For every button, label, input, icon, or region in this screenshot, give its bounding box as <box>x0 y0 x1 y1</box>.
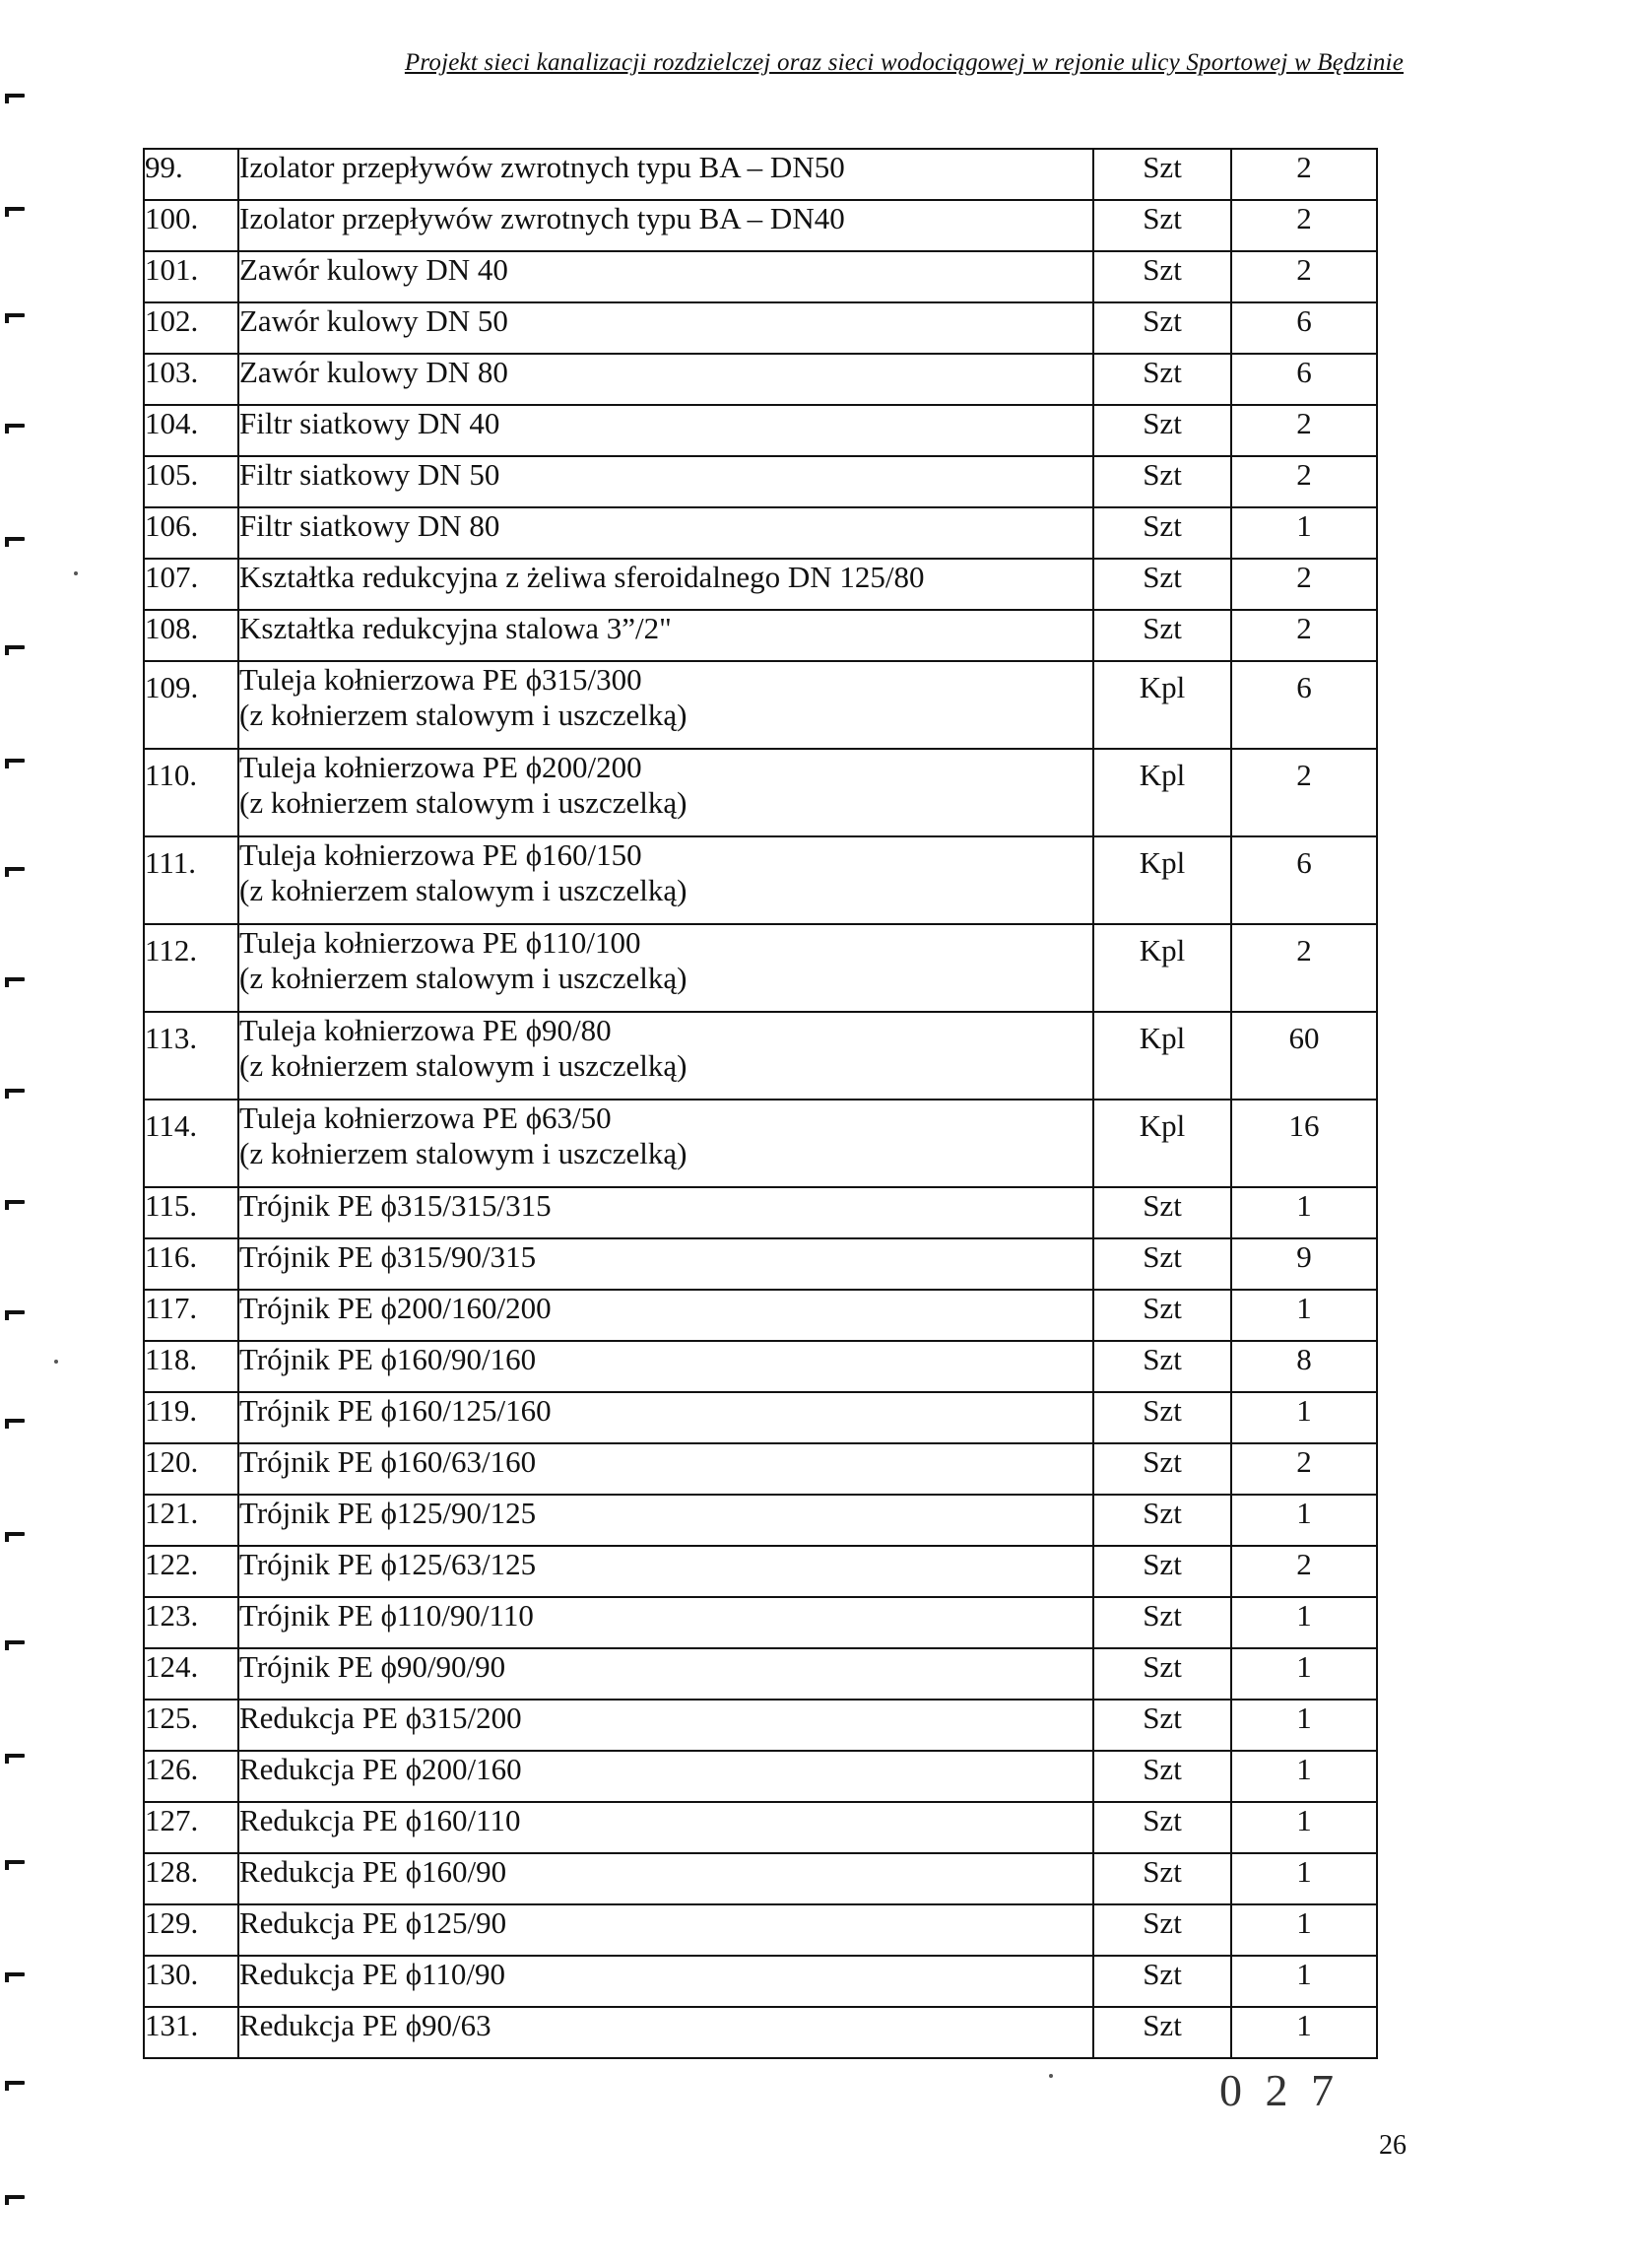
row-number: 110. <box>144 749 238 836</box>
scan-mark <box>5 207 25 211</box>
item-name: Redukcja PE ϕ200/160 <box>239 1752 522 1786</box>
scan-mark <box>5 537 25 541</box>
table-row <box>144 610 1377 661</box>
item-name: Trójnik PE ϕ125/90/125 <box>239 1496 537 1530</box>
unit-cell: Szt <box>1093 1238 1231 1290</box>
row-number: 104. <box>144 405 238 456</box>
row-number: 99. <box>144 149 238 200</box>
item-name-cell <box>238 1012 1093 1100</box>
row-number: 128. <box>144 1853 238 1904</box>
quantity-cell: 6 <box>1231 354 1377 405</box>
unit-cell: Szt <box>1093 1956 1231 2007</box>
table-row <box>144 1341 1377 1392</box>
page-number: 26 <box>1379 2130 1407 2161</box>
item-name-cell <box>238 1648 1093 1700</box>
item-name: Tuleja kołnierzowa PE ϕ110/100 <box>239 925 641 960</box>
row-number: 115. <box>144 1187 238 1238</box>
unit-cell: Szt <box>1093 1290 1231 1341</box>
item-name-note: (z kołnierzem stalowym i uszczelką) <box>239 698 688 732</box>
table-row <box>144 1648 1377 1700</box>
row-number: 129. <box>144 1904 238 1956</box>
item-name: Redukcja PE ϕ90/63 <box>239 2008 491 2042</box>
item-name-cell <box>238 661 1093 749</box>
item-name: Tuleja kołnierzowa PE ϕ63/50 <box>239 1101 612 1135</box>
scan-mark <box>5 313 25 317</box>
row-number: 102. <box>144 302 238 354</box>
quantity-cell: 1 <box>1231 1700 1377 1751</box>
item-name: Redukcja PE ϕ160/90 <box>239 1854 507 1889</box>
item-name-cell <box>238 836 1093 924</box>
unit-cell: Szt <box>1093 1443 1231 1495</box>
item-name: Kształtka redukcyjna z żeliwa sferoidalnego DN 125/80 <box>239 560 925 594</box>
item-name-cell <box>238 1956 1093 2007</box>
quantity-cell: 2 <box>1231 610 1377 661</box>
item-name: Tuleja kołnierzowa PE ϕ160/150 <box>239 837 642 872</box>
item-name-note: (z kołnierzem stalowym i uszczelką) <box>239 785 688 820</box>
table-row <box>144 1751 1377 1802</box>
row-number: 100. <box>144 200 238 251</box>
item-name: Tuleja kołnierzowa PE ϕ90/80 <box>239 1013 612 1047</box>
quantity-cell: 6 <box>1231 836 1377 924</box>
row-number: 131. <box>144 2007 238 2058</box>
item-name-cell <box>238 1751 1093 1802</box>
quantity-cell: 1 <box>1231 1187 1377 1238</box>
table-row <box>144 2007 1377 2058</box>
page-stamp: 0 2 7 <box>1219 2065 1340 2115</box>
item-name: Kształtka redukcyjna stalowa 3”/2" <box>239 611 672 645</box>
unit-cell: Szt <box>1093 1495 1231 1546</box>
item-name: Trójnik PE ϕ90/90/90 <box>239 1649 506 1684</box>
unit-cell: Kpl <box>1093 661 1231 749</box>
item-name: Redukcja PE ϕ160/110 <box>239 1803 521 1837</box>
table-row <box>144 302 1377 354</box>
scan-mark <box>5 1860 25 1864</box>
row-number: 111. <box>144 836 238 924</box>
row-number: 107. <box>144 559 238 610</box>
quantity-cell: 2 <box>1231 1546 1377 1597</box>
quantity-cell: 1 <box>1231 1495 1377 1546</box>
unit-cell: Kpl <box>1093 924 1231 1012</box>
quantity-cell: 16 <box>1231 1100 1377 1187</box>
item-name: Trójnik PE ϕ125/63/125 <box>239 1547 537 1581</box>
scan-mark <box>5 867 25 871</box>
table-row <box>144 559 1377 610</box>
table-row <box>144 1392 1377 1443</box>
item-name-note: (z kołnierzem stalowym i uszczelką) <box>239 1136 688 1170</box>
table-row <box>144 251 1377 302</box>
quantity-cell: 60 <box>1231 1012 1377 1100</box>
item-name-cell <box>238 924 1093 1012</box>
item-name: Zawór kulowy DN 80 <box>239 355 508 389</box>
item-name-cell <box>238 149 1093 200</box>
table-row <box>144 1238 1377 1290</box>
item-name-cell <box>238 1904 1093 1956</box>
unit-cell: Szt <box>1093 2007 1231 2058</box>
row-number: 105. <box>144 456 238 507</box>
quantity-cell: 2 <box>1231 405 1377 456</box>
row-number: 114. <box>144 1100 238 1187</box>
scan-speck <box>54 1360 58 1364</box>
unit-cell: Kpl <box>1093 1100 1231 1187</box>
scan-mark <box>5 645 25 649</box>
item-name-cell <box>238 302 1093 354</box>
item-name: Filtr siatkowy DN 80 <box>239 508 500 543</box>
scan-mark <box>5 977 25 981</box>
item-name: Trójnik PE ϕ200/160/200 <box>239 1291 552 1325</box>
item-name: Filtr siatkowy DN 40 <box>239 406 500 440</box>
table-row <box>144 836 1377 924</box>
quantity-cell: 6 <box>1231 661 1377 749</box>
row-number: 118. <box>144 1341 238 1392</box>
unit-cell: Szt <box>1093 1751 1231 1802</box>
item-name-cell <box>238 1290 1093 1341</box>
quantity-cell: 2 <box>1231 924 1377 1012</box>
item-name-note: (z kołnierzem stalowym i uszczelką) <box>239 873 688 907</box>
item-name-cell <box>238 1392 1093 1443</box>
row-number: 121. <box>144 1495 238 1546</box>
unit-cell: Szt <box>1093 251 1231 302</box>
item-name-cell <box>238 2007 1093 2058</box>
item-name-cell <box>238 200 1093 251</box>
table-row <box>144 1700 1377 1751</box>
quantity-cell: 1 <box>1231 2007 1377 2058</box>
row-number: 116. <box>144 1238 238 1290</box>
table-row <box>144 1100 1377 1187</box>
table-row <box>144 1012 1377 1100</box>
row-number: 113. <box>144 1012 238 1100</box>
scan-mark <box>5 1310 25 1314</box>
item-name-cell <box>238 507 1093 559</box>
quantity-cell: 2 <box>1231 251 1377 302</box>
unit-cell: Szt <box>1093 1853 1231 1904</box>
row-number: 109. <box>144 661 238 749</box>
unit-cell: Szt <box>1093 1648 1231 1700</box>
quantity-cell: 2 <box>1231 200 1377 251</box>
row-number: 117. <box>144 1290 238 1341</box>
table-row <box>144 200 1377 251</box>
item-name-cell <box>238 1700 1093 1751</box>
item-name-cell <box>238 1802 1093 1853</box>
scan-mark <box>5 2081 25 2085</box>
unit-cell: Szt <box>1093 610 1231 661</box>
table-row <box>144 507 1377 559</box>
unit-cell: Szt <box>1093 1904 1231 1956</box>
unit-cell: Szt <box>1093 405 1231 456</box>
item-name: Trójnik PE ϕ315/315/315 <box>239 1188 552 1223</box>
item-name-cell <box>238 1495 1093 1546</box>
item-name-cell <box>238 1341 1093 1392</box>
row-number: 108. <box>144 610 238 661</box>
item-name-note: (z kołnierzem stalowym i uszczelką) <box>239 1048 688 1083</box>
unit-cell: Szt <box>1093 507 1231 559</box>
item-name-cell <box>238 1443 1093 1495</box>
scan-mark <box>5 1640 25 1644</box>
item-name: Filtr siatkowy DN 50 <box>239 457 500 492</box>
unit-cell: Szt <box>1093 354 1231 405</box>
row-number: 122. <box>144 1546 238 1597</box>
table-row <box>144 1904 1377 1956</box>
table-row <box>144 354 1377 405</box>
item-name-cell <box>238 251 1093 302</box>
row-number: 125. <box>144 1700 238 1751</box>
row-number: 101. <box>144 251 238 302</box>
item-name: Trójnik PE ϕ315/90/315 <box>239 1239 537 1274</box>
scan-mark <box>5 1754 25 1758</box>
scan-mark <box>5 94 25 98</box>
item-name-cell <box>238 1546 1093 1597</box>
quantity-cell: 2 <box>1231 1443 1377 1495</box>
quantity-cell: 1 <box>1231 1597 1377 1648</box>
scan-mark <box>5 759 25 763</box>
item-name-cell <box>238 405 1093 456</box>
table-row <box>144 1802 1377 1853</box>
item-name: Trójnik PE ϕ160/125/160 <box>239 1393 552 1428</box>
quantity-cell: 1 <box>1231 1802 1377 1853</box>
quantity-cell: 2 <box>1231 749 1377 836</box>
item-name-cell <box>238 749 1093 836</box>
item-name: Redukcja PE ϕ315/200 <box>239 1701 522 1735</box>
row-number: 127. <box>144 1802 238 1853</box>
unit-cell: Szt <box>1093 1802 1231 1853</box>
unit-cell: Szt <box>1093 1341 1231 1392</box>
scan-mark <box>5 424 25 428</box>
item-name-cell <box>238 610 1093 661</box>
item-name: Trójnik PE ϕ160/63/160 <box>239 1444 537 1479</box>
row-number: 120. <box>144 1443 238 1495</box>
quantity-cell: 1 <box>1231 1956 1377 2007</box>
unit-cell: Kpl <box>1093 749 1231 836</box>
scan-mark <box>5 1972 25 1976</box>
item-name: Zawór kulowy DN 40 <box>239 252 508 287</box>
unit-cell: Szt <box>1093 1597 1231 1648</box>
table-row <box>144 405 1377 456</box>
table-row <box>144 1290 1377 1341</box>
item-name-cell <box>238 1853 1093 1904</box>
materials-table <box>143 148 1378 2059</box>
unit-cell: Szt <box>1093 1187 1231 1238</box>
row-number: 123. <box>144 1597 238 1648</box>
row-number: 126. <box>144 1751 238 1802</box>
item-name-cell <box>238 354 1093 405</box>
row-number: 112. <box>144 924 238 1012</box>
item-name: Redukcja PE ϕ110/90 <box>239 1957 506 1991</box>
quantity-cell: 2 <box>1231 456 1377 507</box>
item-name-cell <box>238 559 1093 610</box>
table-row <box>144 149 1377 200</box>
table-row <box>144 661 1377 749</box>
scan-mark <box>5 1089 25 1093</box>
unit-cell: Szt <box>1093 1392 1231 1443</box>
table-row <box>144 456 1377 507</box>
row-number: 124. <box>144 1648 238 1700</box>
quantity-cell: 1 <box>1231 507 1377 559</box>
scan-mark <box>5 1532 25 1536</box>
materials-table-body <box>144 149 1377 2058</box>
quantity-cell: 9 <box>1231 1238 1377 1290</box>
unit-cell: Kpl <box>1093 836 1231 924</box>
table-row <box>144 1597 1377 1648</box>
row-number: 119. <box>144 1392 238 1443</box>
row-number: 106. <box>144 507 238 559</box>
table-row <box>144 1495 1377 1546</box>
quantity-cell: 1 <box>1231 1853 1377 1904</box>
quantity-cell: 1 <box>1231 1751 1377 1802</box>
quantity-cell: 1 <box>1231 1648 1377 1700</box>
item-name: Redukcja PE ϕ125/90 <box>239 1905 507 1940</box>
document-header: Projekt sieci kanalizacji rozdzielczej oraz sieci wodociągowej w rejonie ulicy Sportowej w Będzinie <box>404 49 1404 76</box>
scan-mark <box>5 1419 25 1423</box>
item-name-cell <box>238 456 1093 507</box>
quantity-cell: 1 <box>1231 1290 1377 1341</box>
item-name: Tuleja kołnierzowa PE ϕ315/300 <box>239 662 642 697</box>
unit-cell: Szt <box>1093 200 1231 251</box>
scan-mark <box>5 1200 25 1204</box>
row-number: 130. <box>144 1956 238 2007</box>
item-name: Izolator przepływów zwrotnych typu BA – DN40 <box>239 201 845 235</box>
item-name: Zawór kulowy DN 50 <box>239 303 508 338</box>
quantity-cell: 2 <box>1231 149 1377 200</box>
item-name-cell <box>238 1187 1093 1238</box>
item-name: Trójnik PE ϕ160/90/160 <box>239 1342 537 1376</box>
quantity-cell: 1 <box>1231 1904 1377 1956</box>
table-row <box>144 1443 1377 1495</box>
unit-cell: Szt <box>1093 149 1231 200</box>
unit-cell: Szt <box>1093 456 1231 507</box>
quantity-cell: 6 <box>1231 302 1377 354</box>
item-name-cell <box>238 1100 1093 1187</box>
scan-speck <box>1049 2074 1053 2078</box>
table-row <box>144 1546 1377 1597</box>
item-name-cell <box>238 1597 1093 1648</box>
unit-cell: Kpl <box>1093 1012 1231 1100</box>
item-name: Izolator przepływów zwrotnych typu BA – DN50 <box>239 150 845 184</box>
table-row <box>144 1956 1377 2007</box>
quantity-cell: 8 <box>1231 1341 1377 1392</box>
unit-cell: Szt <box>1093 302 1231 354</box>
unit-cell: Szt <box>1093 1700 1231 1751</box>
table-row <box>144 749 1377 836</box>
item-name-note: (z kołnierzem stalowym i uszczelką) <box>239 961 688 995</box>
quantity-cell: 2 <box>1231 559 1377 610</box>
item-name: Trójnik PE ϕ110/90/110 <box>239 1598 534 1633</box>
item-name-cell <box>238 1238 1093 1290</box>
table-row <box>144 1853 1377 1904</box>
table-row <box>144 924 1377 1012</box>
unit-cell: Szt <box>1093 1546 1231 1597</box>
row-number: 103. <box>144 354 238 405</box>
table-row <box>144 1187 1377 1238</box>
scan-mark <box>5 2195 25 2199</box>
unit-cell: Szt <box>1093 559 1231 610</box>
scan-speck <box>74 571 78 575</box>
quantity-cell: 1 <box>1231 1392 1377 1443</box>
item-name: Tuleja kołnierzowa PE ϕ200/200 <box>239 750 642 784</box>
